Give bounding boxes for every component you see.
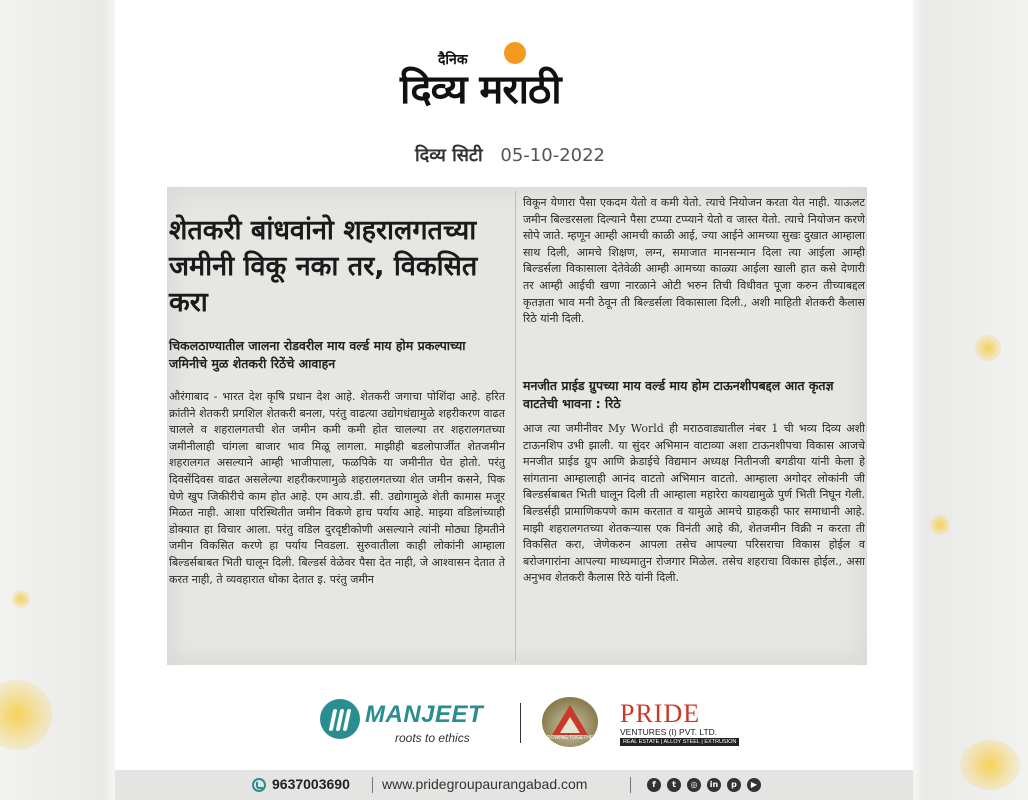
sponsor-logos	[115, 695, 913, 755]
article-subhead: चिकलठाण्यातील जालना रोडवरील माय वर्ल्ड माय होम प्रकल्पाच्या जमिनीचे मुळ शेतकरी रिठेंचे आवाहन	[169, 338, 466, 371]
pride-business-lines: REAL ESTATE | ALLOY STEEL | EXTRUSION	[620, 738, 739, 746]
instagram-icon[interactable]: ◎	[687, 778, 701, 792]
article-body-right-top: विकून येणारा पैसा एकदम येतो व कमी येतो. त्याचे नियोजन करता येत नाही. याऊलट जमीन बिल्डरसला दिल्याने पैसा टप्प्या टप्प्याने येतो व जास्त येतो. त्याचे नियोजन करणे सोपे जाते. म्हणून आम्ही आमची काळी आई, ज्या आईने आमच्या सुखः दुखात आम्हाला साथ दिली, आमचे शिक्षण, लग्न, समाजात मानसन्मान दिला त्या आईला आम्ही बिल्डर्सला विकासाला देतेवेळी आम्ही आमच्या काळ्या आईला खाली हात कसे देणारी तर आम्ही आईची खणा नारळाने ओटी भरुन तिची विधीवत पूजा करुन तीच्याबद्दल कृतज्ञता भाव मनी ठेवून ती बिल्डर्सला विकासाला दिली., अशी माहिती शेतकरी कैलास रिठे यांनी दिली.	[523, 196, 865, 326]
manjeet-brand-name: MANJEET	[365, 701, 484, 728]
article-subhead-2: मनजीत प्राईड ग्रुपच्या माय वर्ल्ड माय होम टाऊनशीपबद्दल आत कृतज्ञ वाटतेची भावना : रिठे	[523, 378, 834, 411]
clipping-left-column	[167, 187, 509, 665]
article-headline: शेतकरी बांधवांनो शहरालगतच्या जमीनी विकू नका तर, विकसित करा	[169, 215, 478, 318]
logo-separator	[520, 703, 521, 743]
phone-number[interactable]: 9637003690	[272, 776, 350, 792]
pride-brand-name: PRIDE	[620, 699, 701, 728]
youtube-icon[interactable]: ▶	[747, 778, 761, 792]
pride-company-name: VENTURES (I) PVT. LTD.	[620, 727, 718, 737]
column-divider	[515, 191, 516, 661]
website-link[interactable]: www.pridegroupaurangabad.com	[382, 776, 588, 792]
footer-separator	[372, 777, 373, 793]
article-body-right-bottom: आज त्या जमीनीवर My World ही मराठवाड्यातील नंबर 1 ची भव्य दिव्य अशी टाऊनशिप उभी झाली. या सुंदर अभिमान वाटाव्या अशा टाऊनशीपचा विकास आजचे मनजीत प्राईड ग्रुप आणि क्रेडाईचे विद्यमान अध्यक्ष नितीनजी बगडीया यांनी केला हे सांगताना आम्हालाही आनंद वाटतो अभिमान वाटतो. आम्हाला अगोदर लोकांनी जी बिल्डर्सबाबत भिती घालून दिली ती आम्हाला महारेरा कायद्यामुळे पुर्ण भिती निघून गेली. बिल्डर्सही प्रामाणिकपणे काम करतात व यामुळे आमचे ग्राहकही फार समाधानी आहे. माझी शहरालगतच्या शेतकऱ्यास एक विनंती आहे की, शेतजमीन विक्री न करता ती विकसित करा, जेणेकरुन आपला तसेच आपल्या परिसराचा विकास होईल व बरोजगारांना आपल्या माध्यमातुन रोजगार मिळेल. तसेच शहराचा विकास होईल., असा अनुभव शेतकरी कैलास रिठे यांनी दिली.	[523, 422, 865, 585]
manjeet-tagline: roots to ethics	[395, 731, 470, 745]
section-name: दिव्य सिटी	[415, 145, 483, 166]
masthead-title: दिव्य मराठी	[400, 67, 561, 113]
bokeh-light	[930, 515, 950, 535]
bokeh-light	[12, 590, 30, 608]
bokeh-light	[0, 680, 52, 750]
growing-together-text: GROWING TOGETHER	[543, 735, 597, 741]
publication-date: 05-10-2022	[500, 145, 605, 166]
bokeh-light	[975, 335, 1001, 361]
twitter-icon[interactable]: t	[667, 778, 681, 792]
masthead-super: दैनिक	[438, 52, 468, 68]
phone-icon	[252, 778, 266, 792]
facebook-icon[interactable]: f	[647, 778, 661, 792]
pinterest-icon[interactable]: p	[727, 778, 741, 792]
masthead-logo	[400, 46, 640, 116]
growing-together-logo-icon	[542, 697, 598, 747]
clipping-right-column	[523, 187, 867, 665]
footer-separator	[630, 777, 631, 793]
manjeet-logo-icon	[320, 699, 360, 739]
dateline	[415, 143, 605, 167]
article-body-left: औरंगाबाद - भारत देश कृषि प्रधान देश आहे. शेतकरी जगाचा पोशिंदा आहे. हरित क्रांतीने शेतकरी प्रगशिल शेतकरी बनला, परंतु वाढत्या उद्योगधंद्यामुळे शहरीकरण वाढत चालले व शहरालगतची शेत जमीन कमी कमी होत चालल्या तर शहरालगतच्या जमीनीलाही चांगला बाजार भाव मिळू लागला. माझीही बडलोपार्जीत शेतजमीन शहरालगत असल्याने आम्ही भाजीपाला, फळपिके या जमीनीत घेत होतो. परंतु दिवसेंदिवस वाढत असलेल्या शहरीकरणामुळे शहरालगतच्या शेत जमीन कसने, पिक घेणे खुप जिकीरीचे काम होत आहे. एम आय.डी. सी. उद्योगामुळे शेती कामास मजूर मिळत नाही. आशा परिस्थितीत जमीन विकणे हाच पर्याय आहे. माझ्या वडिलांच्याही डोक्यात हा विचार आला. परंतु वडिल दुरदृष्टीकोणी असल्याने त्यांनी मोठ्या हिमतीने जमीन विकसित करणे हा पर्याय निवडला. सुरुवातीला काही लोकांनी आम्हाला बिल्डर्सबाबत भिती घालून दिली. बिल्डर्स वेळेवर पैसा देत नाही, जे आश्वासन देतात ते करत नाही, ते व्यवहारात धोका देतात इ. परंतु जमीन	[169, 390, 505, 586]
newspaper-sheet	[115, 0, 913, 800]
contact-footer	[115, 770, 913, 800]
news-clipping	[167, 187, 867, 665]
linkedin-icon[interactable]: in	[707, 778, 721, 792]
bokeh-light	[960, 740, 1020, 790]
